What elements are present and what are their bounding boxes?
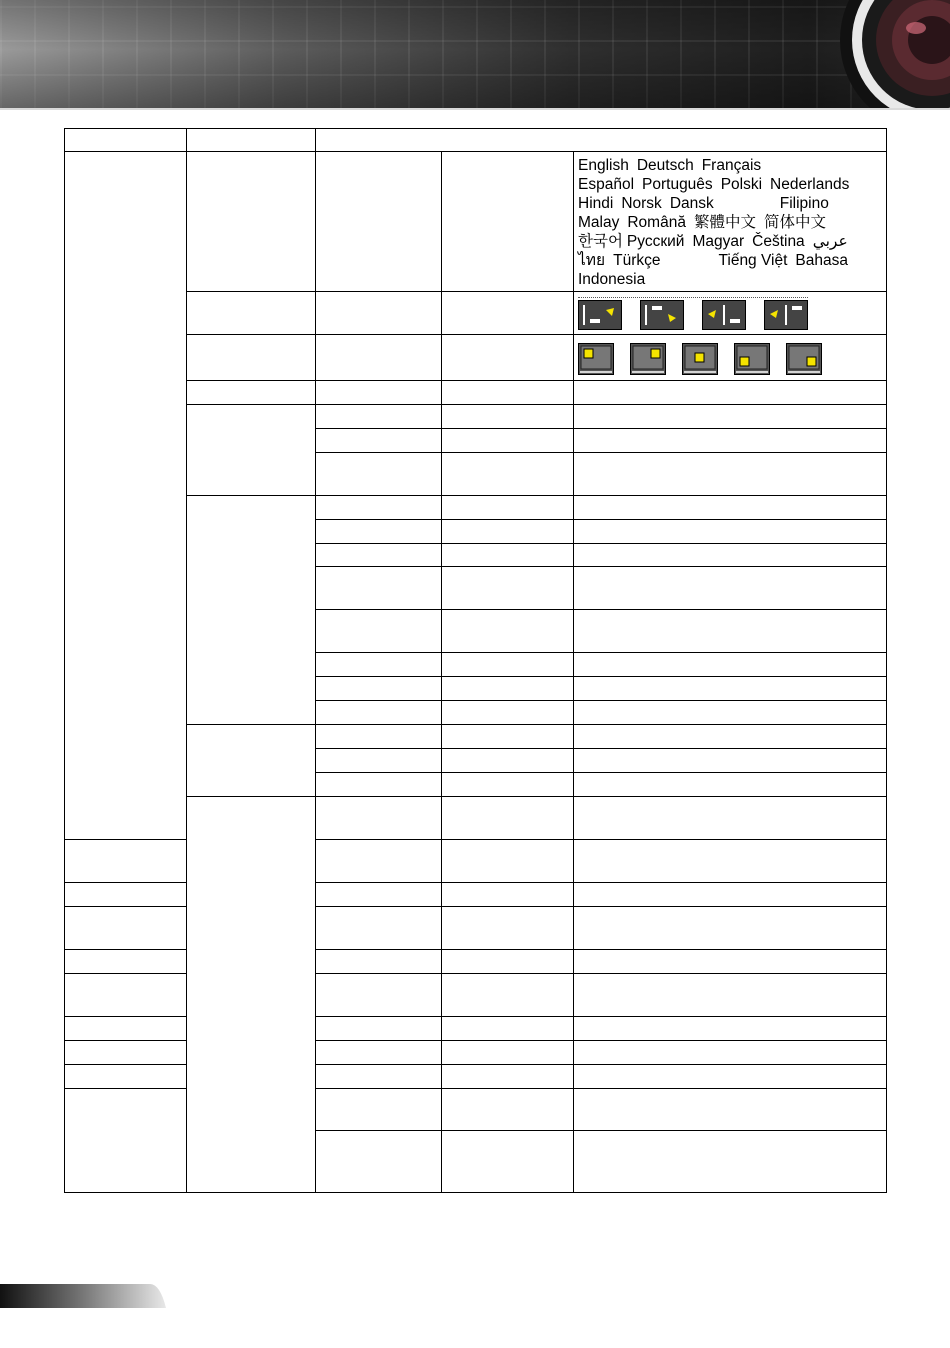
table-cell xyxy=(442,567,574,610)
table-cell xyxy=(65,950,187,974)
table-cell xyxy=(574,797,887,840)
table-cell xyxy=(574,405,887,429)
table-cell xyxy=(316,381,442,405)
table-cell xyxy=(442,840,574,883)
table-cell xyxy=(316,950,442,974)
table-cell xyxy=(442,773,574,797)
language-item: Norsk xyxy=(621,195,662,212)
table-cell xyxy=(65,1017,187,1041)
table-cell xyxy=(316,1131,442,1193)
section-cell xyxy=(65,152,187,840)
table-cell xyxy=(574,677,887,701)
table-cell xyxy=(442,883,574,907)
table-cell xyxy=(574,429,887,453)
table-cell xyxy=(574,1041,887,1065)
table-row xyxy=(65,725,887,749)
table-cell xyxy=(574,520,887,544)
table-cell xyxy=(316,152,442,292)
table-cell xyxy=(574,1089,887,1131)
footer-gradient-bar xyxy=(0,1282,170,1312)
table-cell xyxy=(442,152,574,292)
table-cell xyxy=(187,381,316,405)
language-line xyxy=(578,175,882,194)
language-item: Hindi xyxy=(578,195,614,212)
table-cell xyxy=(574,907,887,950)
menu-location-icon-row xyxy=(578,335,882,375)
projection-rear-desktop-icon xyxy=(702,300,746,330)
table-cell xyxy=(316,610,442,653)
table-cell xyxy=(442,1089,574,1131)
language-item: Português xyxy=(642,176,713,193)
section-cell xyxy=(187,797,316,1193)
banner-shading xyxy=(0,0,950,110)
language-item: Čeština xyxy=(752,233,805,250)
table-cell xyxy=(574,610,887,653)
language-line xyxy=(578,156,882,175)
table-cell xyxy=(316,653,442,677)
table-cell xyxy=(187,152,316,292)
table-cell xyxy=(316,567,442,610)
language-item: Türkçe xyxy=(613,252,661,269)
table-cell xyxy=(574,950,887,974)
table-cell xyxy=(316,292,442,335)
table-cell xyxy=(574,544,887,567)
group-cell xyxy=(187,725,316,797)
table-row xyxy=(65,496,887,520)
spec-table xyxy=(64,128,887,1193)
table-cell xyxy=(316,1065,442,1089)
language-line xyxy=(578,270,882,289)
header-cell xyxy=(187,129,316,152)
table-cell xyxy=(187,292,316,335)
table-cell xyxy=(442,381,574,405)
table-cell xyxy=(316,1017,442,1041)
table-cell xyxy=(187,335,316,381)
table-cell xyxy=(316,677,442,701)
table-cell xyxy=(442,1065,574,1089)
header-cell xyxy=(316,129,887,152)
language-item: Română xyxy=(627,214,686,231)
language-item: Bahasa xyxy=(795,252,848,269)
projection-icons-cell xyxy=(574,292,887,335)
table-cell xyxy=(574,773,887,797)
projection-front-ceiling-icon xyxy=(640,300,684,330)
table-row xyxy=(65,152,887,292)
menu-location-icons-cell xyxy=(574,335,887,381)
table-cell xyxy=(574,1065,887,1089)
table-cell xyxy=(574,381,887,405)
table-cell xyxy=(65,1065,187,1089)
table-cell xyxy=(316,520,442,544)
group-cell xyxy=(187,496,316,725)
table-cell xyxy=(65,1041,187,1065)
language-item: Polski xyxy=(720,176,763,193)
language-item: Filipino xyxy=(779,195,829,212)
language-item: ไทย xyxy=(578,252,606,269)
table-cell xyxy=(574,453,887,496)
language-item: Indonesia xyxy=(578,271,646,288)
table-cell xyxy=(442,335,574,381)
language-line xyxy=(578,232,882,251)
projection-icon-row xyxy=(578,298,882,330)
language-item: Nederlands xyxy=(770,176,850,193)
table-cell xyxy=(316,429,442,453)
table-cell xyxy=(574,701,887,725)
table-cell xyxy=(442,405,574,429)
projection-front-desktop-icon xyxy=(578,300,622,330)
group-cell xyxy=(187,405,316,496)
table-row xyxy=(65,381,887,405)
header-cell xyxy=(65,129,187,152)
language-item: Dansk xyxy=(669,195,714,212)
menu-bottom-left-icon xyxy=(734,343,770,375)
table-cell xyxy=(316,907,442,950)
table-cell xyxy=(316,773,442,797)
table-cell xyxy=(65,907,187,950)
table-cell xyxy=(442,701,574,725)
menu-center-icon xyxy=(682,343,718,375)
table-cell xyxy=(442,544,574,567)
language-list-cell xyxy=(574,152,887,292)
table-cell xyxy=(574,567,887,610)
table-cell xyxy=(316,725,442,749)
table-cell xyxy=(316,1041,442,1065)
table-cell xyxy=(316,883,442,907)
language-item: 繁體中文 xyxy=(693,214,756,231)
table-cell xyxy=(574,883,887,907)
table-cell xyxy=(316,405,442,429)
table-cell xyxy=(442,1041,574,1065)
table-row xyxy=(65,405,887,429)
table-cell xyxy=(442,292,574,335)
table-cell xyxy=(442,749,574,773)
table-cell xyxy=(442,974,574,1017)
table-cell xyxy=(316,701,442,725)
table-row xyxy=(65,335,887,381)
table-cell xyxy=(65,974,187,1017)
table-cell xyxy=(442,725,574,749)
table-cell xyxy=(574,725,887,749)
table-cell xyxy=(442,653,574,677)
table-cell xyxy=(316,797,442,840)
table-cell xyxy=(574,974,887,1017)
table-cell xyxy=(316,974,442,1017)
table-cell xyxy=(316,840,442,883)
table-cell xyxy=(442,496,574,520)
table-cell xyxy=(574,840,887,883)
language-item: Español xyxy=(578,176,635,193)
table-cell xyxy=(442,797,574,840)
table-row xyxy=(65,292,887,335)
language-item: Deutsch xyxy=(636,157,694,174)
language-item: Malay xyxy=(578,214,620,231)
table-cell xyxy=(442,1017,574,1041)
table-cell xyxy=(442,1131,574,1193)
table-cell xyxy=(316,749,442,773)
table-row xyxy=(65,797,887,840)
table-cell xyxy=(316,496,442,520)
table-cell xyxy=(65,840,187,883)
table-cell xyxy=(316,544,442,567)
language-item: Tiếng Việt xyxy=(718,252,788,269)
table-cell xyxy=(574,1017,887,1041)
language-item: Français xyxy=(701,157,762,174)
table-cell xyxy=(574,1131,887,1193)
table-cell xyxy=(65,883,187,907)
language-item: 简体中文 xyxy=(763,214,826,231)
language-line xyxy=(578,213,882,232)
table-cell xyxy=(442,453,574,496)
table-cell xyxy=(574,496,887,520)
table-cell xyxy=(442,610,574,653)
menu-bottom-right-icon xyxy=(786,343,822,375)
language-item: Magyar xyxy=(692,233,745,250)
language-item: عربي xyxy=(812,233,848,250)
table-cell xyxy=(442,677,574,701)
language-line xyxy=(578,194,882,213)
table-cell xyxy=(442,520,574,544)
group-cell xyxy=(65,1089,187,1193)
projector-lens-icon xyxy=(820,0,950,110)
language-item: English xyxy=(578,157,629,174)
table-cell xyxy=(316,453,442,496)
menu-top-right-icon xyxy=(630,343,666,375)
language-item: 한국어 xyxy=(578,233,623,250)
menu-top-left-icon xyxy=(578,343,614,375)
language-line xyxy=(578,251,882,270)
table-cell xyxy=(574,749,887,773)
table-cell xyxy=(316,1089,442,1131)
language-item: Русский xyxy=(626,233,685,250)
header-banner xyxy=(0,0,950,110)
table-cell xyxy=(442,950,574,974)
table-cell xyxy=(316,335,442,381)
table-cell xyxy=(574,653,887,677)
table-cell xyxy=(442,907,574,950)
table-header-row xyxy=(65,129,887,152)
banner-bottom-strip xyxy=(0,108,950,110)
table-cell xyxy=(442,429,574,453)
projection-rear-ceiling-icon xyxy=(764,300,808,330)
